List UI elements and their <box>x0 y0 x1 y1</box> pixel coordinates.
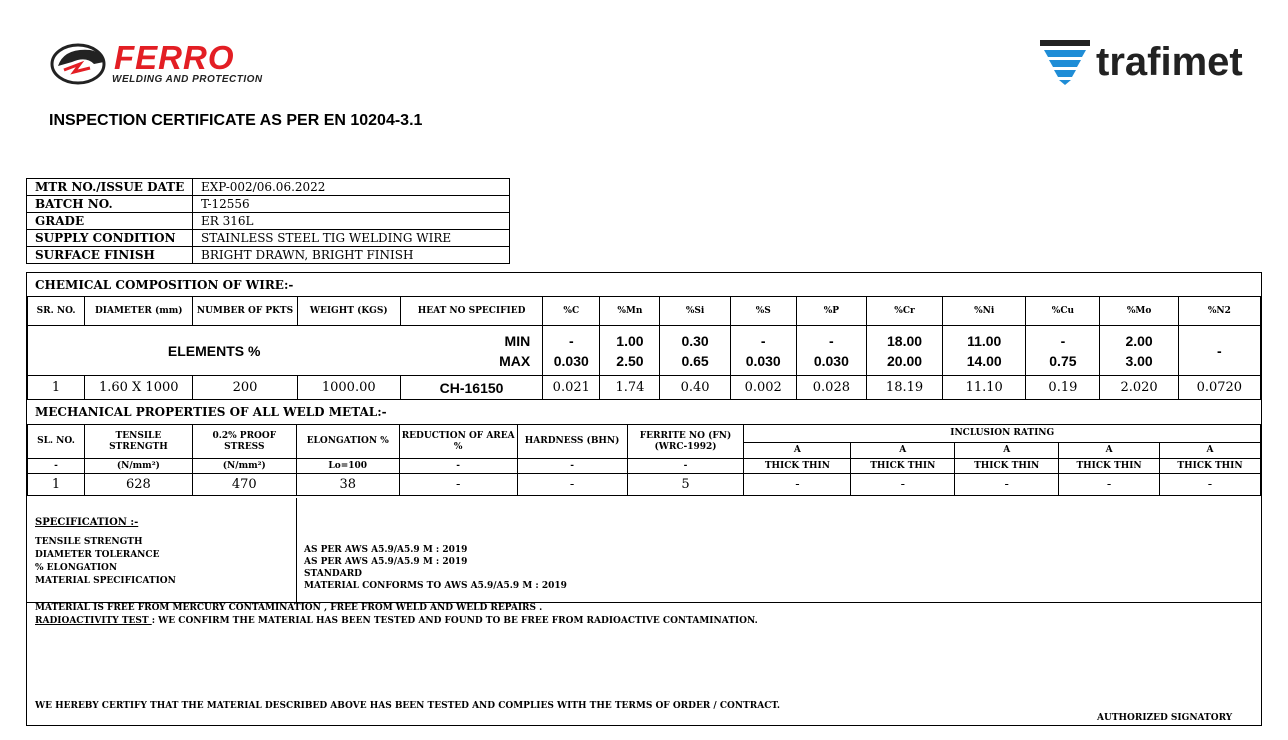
element-header: %Ni <box>943 297 1026 326</box>
table-row <box>28 376 1261 400</box>
cell: 1 <box>28 376 85 400</box>
element-header: %Cr <box>866 297 942 326</box>
cell: 2.020 <box>1100 376 1178 400</box>
inclusion-a-header: A <box>1059 443 1160 459</box>
unit-cell: (N/mm²) <box>84 459 192 474</box>
thick-thin-label: THICK THIN <box>955 459 1059 474</box>
info-label: SUPPLY CONDITION <box>27 230 193 247</box>
info-value: EXP-002/06.06.2022 <box>193 179 510 196</box>
cell: 1 <box>28 474 85 496</box>
limit-cell: - <box>1178 326 1260 376</box>
limit-cell <box>796 326 866 376</box>
cell: - <box>851 474 955 496</box>
element-header: %Cu <box>1026 297 1100 326</box>
col-header: HEAT NO SPECIFIED <box>400 297 542 326</box>
info-label: BATCH NO. <box>27 196 193 213</box>
spec-divider <box>296 498 297 602</box>
certification-statement: WE HEREBY CERTIFY THAT THE MATERIAL DESCRIBED ABOVE HAS BEEN TESTED AND COMPLIES WITH THE TERMS OF ORDER / CONTRACT. <box>35 701 781 711</box>
col-header: NUMBER OF PKTS <box>193 297 297 326</box>
max-label: MAX <box>499 352 531 369</box>
spec-title-text: SPECIFICATION :- <box>35 517 139 528</box>
table-row <box>27 230 510 247</box>
limit-cell <box>660 326 730 376</box>
spec-item: MATERIAL SPECIFICATION <box>35 576 176 586</box>
limit-cell <box>866 326 942 376</box>
unit-cell: (N/mm²) <box>192 459 296 474</box>
min-value: 2.00 <box>1125 332 1153 349</box>
unit-cell: - <box>28 459 85 474</box>
cell: 5 <box>627 474 744 496</box>
cell: 0.002 <box>730 376 796 400</box>
cell: 0.028 <box>796 376 866 400</box>
table-row <box>27 247 510 264</box>
col-header: HARDNESS (BHN) <box>517 425 627 459</box>
spec-title <box>35 516 138 529</box>
spec-value: AS PER AWS A5.9/A5.9 M : 2019 <box>304 545 468 555</box>
min-max-label <box>400 326 542 376</box>
inclusion-a-header: A <box>744 443 851 459</box>
cell: 0.40 <box>660 376 730 400</box>
table-header-row <box>28 297 1261 326</box>
min-value: 1.00 <box>616 332 644 349</box>
trafimet-wordmark: trafimet <box>1096 40 1243 84</box>
thick-thin-label: THICK THIN <box>851 459 955 474</box>
limit-cell <box>943 326 1026 376</box>
element-header: %Mo <box>1100 297 1178 326</box>
max-value: 0.75 <box>1049 352 1077 369</box>
min-value: 18.00 <box>887 332 923 349</box>
col-header: ELONGATION % <box>296 425 399 459</box>
cell: 0.19 <box>1026 376 1100 400</box>
max-value: 2.50 <box>616 352 644 369</box>
spec-item: DIAMETER TOLERANCE <box>35 550 160 560</box>
certificate-title: INSPECTION CERTIFICATE AS PER EN 10204-3.1 <box>49 112 423 129</box>
min-value: - <box>1060 332 1066 349</box>
inclusion-a-header: A <box>955 443 1059 459</box>
info-label: MTR NO./ISSUE DATE <box>27 179 193 196</box>
chemical-section-title: CHEMICAL COMPOSITION OF WIRE:- <box>35 278 294 292</box>
cell: 38 <box>296 474 399 496</box>
max-value: 0.030 <box>553 352 589 369</box>
inclusion-a-header: A <box>851 443 955 459</box>
col-header: SL. NO. <box>28 425 85 459</box>
max-value: 0.030 <box>813 352 849 369</box>
spec-value: STANDARD <box>304 569 362 579</box>
info-value: ER 316L <box>193 213 510 230</box>
cell: - <box>744 474 851 496</box>
radioactivity-statement <box>35 616 758 626</box>
unit-cell: Lo=100 <box>296 459 399 474</box>
max-value: 14.00 <box>966 352 1002 369</box>
cell: 18.19 <box>866 376 942 400</box>
max-value: 20.00 <box>887 352 923 369</box>
cell: 200 <box>193 376 297 400</box>
element-header: %P <box>796 297 866 326</box>
element-header: %Mn <box>600 297 660 326</box>
spec-item: % ELONGATION <box>35 563 118 573</box>
limit-cell <box>730 326 796 376</box>
spec-left-list <box>35 536 176 588</box>
certificate-body <box>26 272 1262 726</box>
limit-cell <box>600 326 660 376</box>
spec-value: AS PER AWS A5.9/A5.9 M : 2019 <box>304 557 468 567</box>
limit-cell <box>1026 326 1100 376</box>
min-label: MIN <box>504 332 531 349</box>
min-value: - <box>568 332 574 349</box>
col-header: DIAMETER (mm) <box>85 297 193 326</box>
min-value: 11.00 <box>967 332 1002 349</box>
element-header: %N2 <box>1178 297 1260 326</box>
col-header: 0.2% PROOF STRESS <box>192 425 296 459</box>
col-header: SR. NO. <box>28 297 85 326</box>
cell: 628 <box>84 474 192 496</box>
mechanical-properties-table <box>27 424 1261 496</box>
table-row <box>27 213 510 230</box>
ferro-helmet-icon <box>50 40 110 86</box>
elements-label: ELEMENTS % <box>28 326 401 376</box>
trafimet-funnel-icon <box>1038 38 1092 86</box>
spec-item: TENSILE STRENGTH <box>35 537 143 547</box>
batch-info-table <box>26 178 510 264</box>
cell: 1.60 X 1000 <box>85 376 193 400</box>
max-value: 0.65 <box>681 352 709 369</box>
info-label: SURFACE FINISH <box>27 247 193 264</box>
min-max-row <box>28 326 1261 376</box>
cell: - <box>1160 474 1261 496</box>
cell: 0.0720 <box>1178 376 1260 400</box>
min-value: - <box>760 332 766 349</box>
info-value: STAINLESS STEEL TIG WELDING WIRE <box>193 230 510 247</box>
units-row <box>28 459 1261 474</box>
element-header: %S <box>730 297 796 326</box>
spec-value: MATERIAL CONFORMS TO AWS A5.9/A5.9 M : 2019 <box>304 581 567 591</box>
info-value: BRIGHT DRAWN, BRIGHT FINISH <box>193 247 510 264</box>
max-value: 3.00 <box>1125 352 1153 369</box>
radioactivity-text: : WE CONFIRM THE MATERIAL HAS BEEN TESTED AND FOUND TO BE FREE FROM RADIOACTIVE CONTAMINATION. <box>151 616 758 626</box>
cell: 470 <box>192 474 296 496</box>
cell: 0.021 <box>543 376 600 400</box>
cell: - <box>517 474 627 496</box>
thick-thin-label: THICK THIN <box>744 459 851 474</box>
cell: 1.74 <box>600 376 660 400</box>
thick-thin-label: THICK THIN <box>1059 459 1160 474</box>
min-value: 0.30 <box>681 332 709 349</box>
mechanical-section-title: MECHANICAL PROPERTIES OF ALL WELD METAL:- <box>35 405 387 419</box>
table-row <box>27 196 510 213</box>
table-row <box>27 179 510 196</box>
authorized-signatory: AUTHORIZED SIGNATORY <box>1097 713 1233 723</box>
ferro-wordmark: FERRO <box>114 39 235 76</box>
thick-thin-label: THICK THIN <box>1160 459 1261 474</box>
radioactivity-label: RADIOACTIVITY TEST <box>35 616 152 626</box>
cell: - <box>955 474 1059 496</box>
cell: - <box>1059 474 1160 496</box>
max-value: 0.030 <box>745 352 781 369</box>
ferro-tagline: WELDING AND PROTECTION <box>112 74 263 85</box>
unit-cell: - <box>517 459 627 474</box>
col-header: WEIGHT (KGS) <box>297 297 400 326</box>
limit-cell <box>543 326 600 376</box>
mercury-statement: MATERIAL IS FREE FROM MERCURY CONTAMINATION , FREE FROM WELD AND WELD REPAIRS . <box>35 603 543 613</box>
inclusion-a-header: A <box>1160 443 1261 459</box>
trafimet-logo <box>1038 38 1258 88</box>
element-header: %Si <box>660 297 730 326</box>
unit-cell: - <box>627 459 744 474</box>
unit-cell: - <box>399 459 517 474</box>
cell: 11.10 <box>943 376 1026 400</box>
info-label: GRADE <box>27 213 193 230</box>
spec-right-list <box>304 544 567 592</box>
col-header: FERRITE NO (FN) (WRC-1992) <box>627 425 744 459</box>
cell: - <box>399 474 517 496</box>
table-header-row <box>28 425 1261 443</box>
min-value: - <box>829 332 834 349</box>
element-header: %C <box>543 297 600 326</box>
chemical-composition-table <box>27 296 1261 400</box>
heat-number: CH-16150 <box>400 376 542 400</box>
table-row <box>28 474 1261 496</box>
cell: 1000.00 <box>297 376 400 400</box>
inclusion-rating-header: INCLUSION RATING <box>744 425 1261 443</box>
col-header: TENSILE STRENGTH <box>84 425 192 459</box>
ferro-logo <box>50 38 265 90</box>
info-value: T-12556 <box>193 196 510 213</box>
col-header: REDUCTION OF AREA % <box>399 425 517 459</box>
limit-cell <box>1100 326 1178 376</box>
